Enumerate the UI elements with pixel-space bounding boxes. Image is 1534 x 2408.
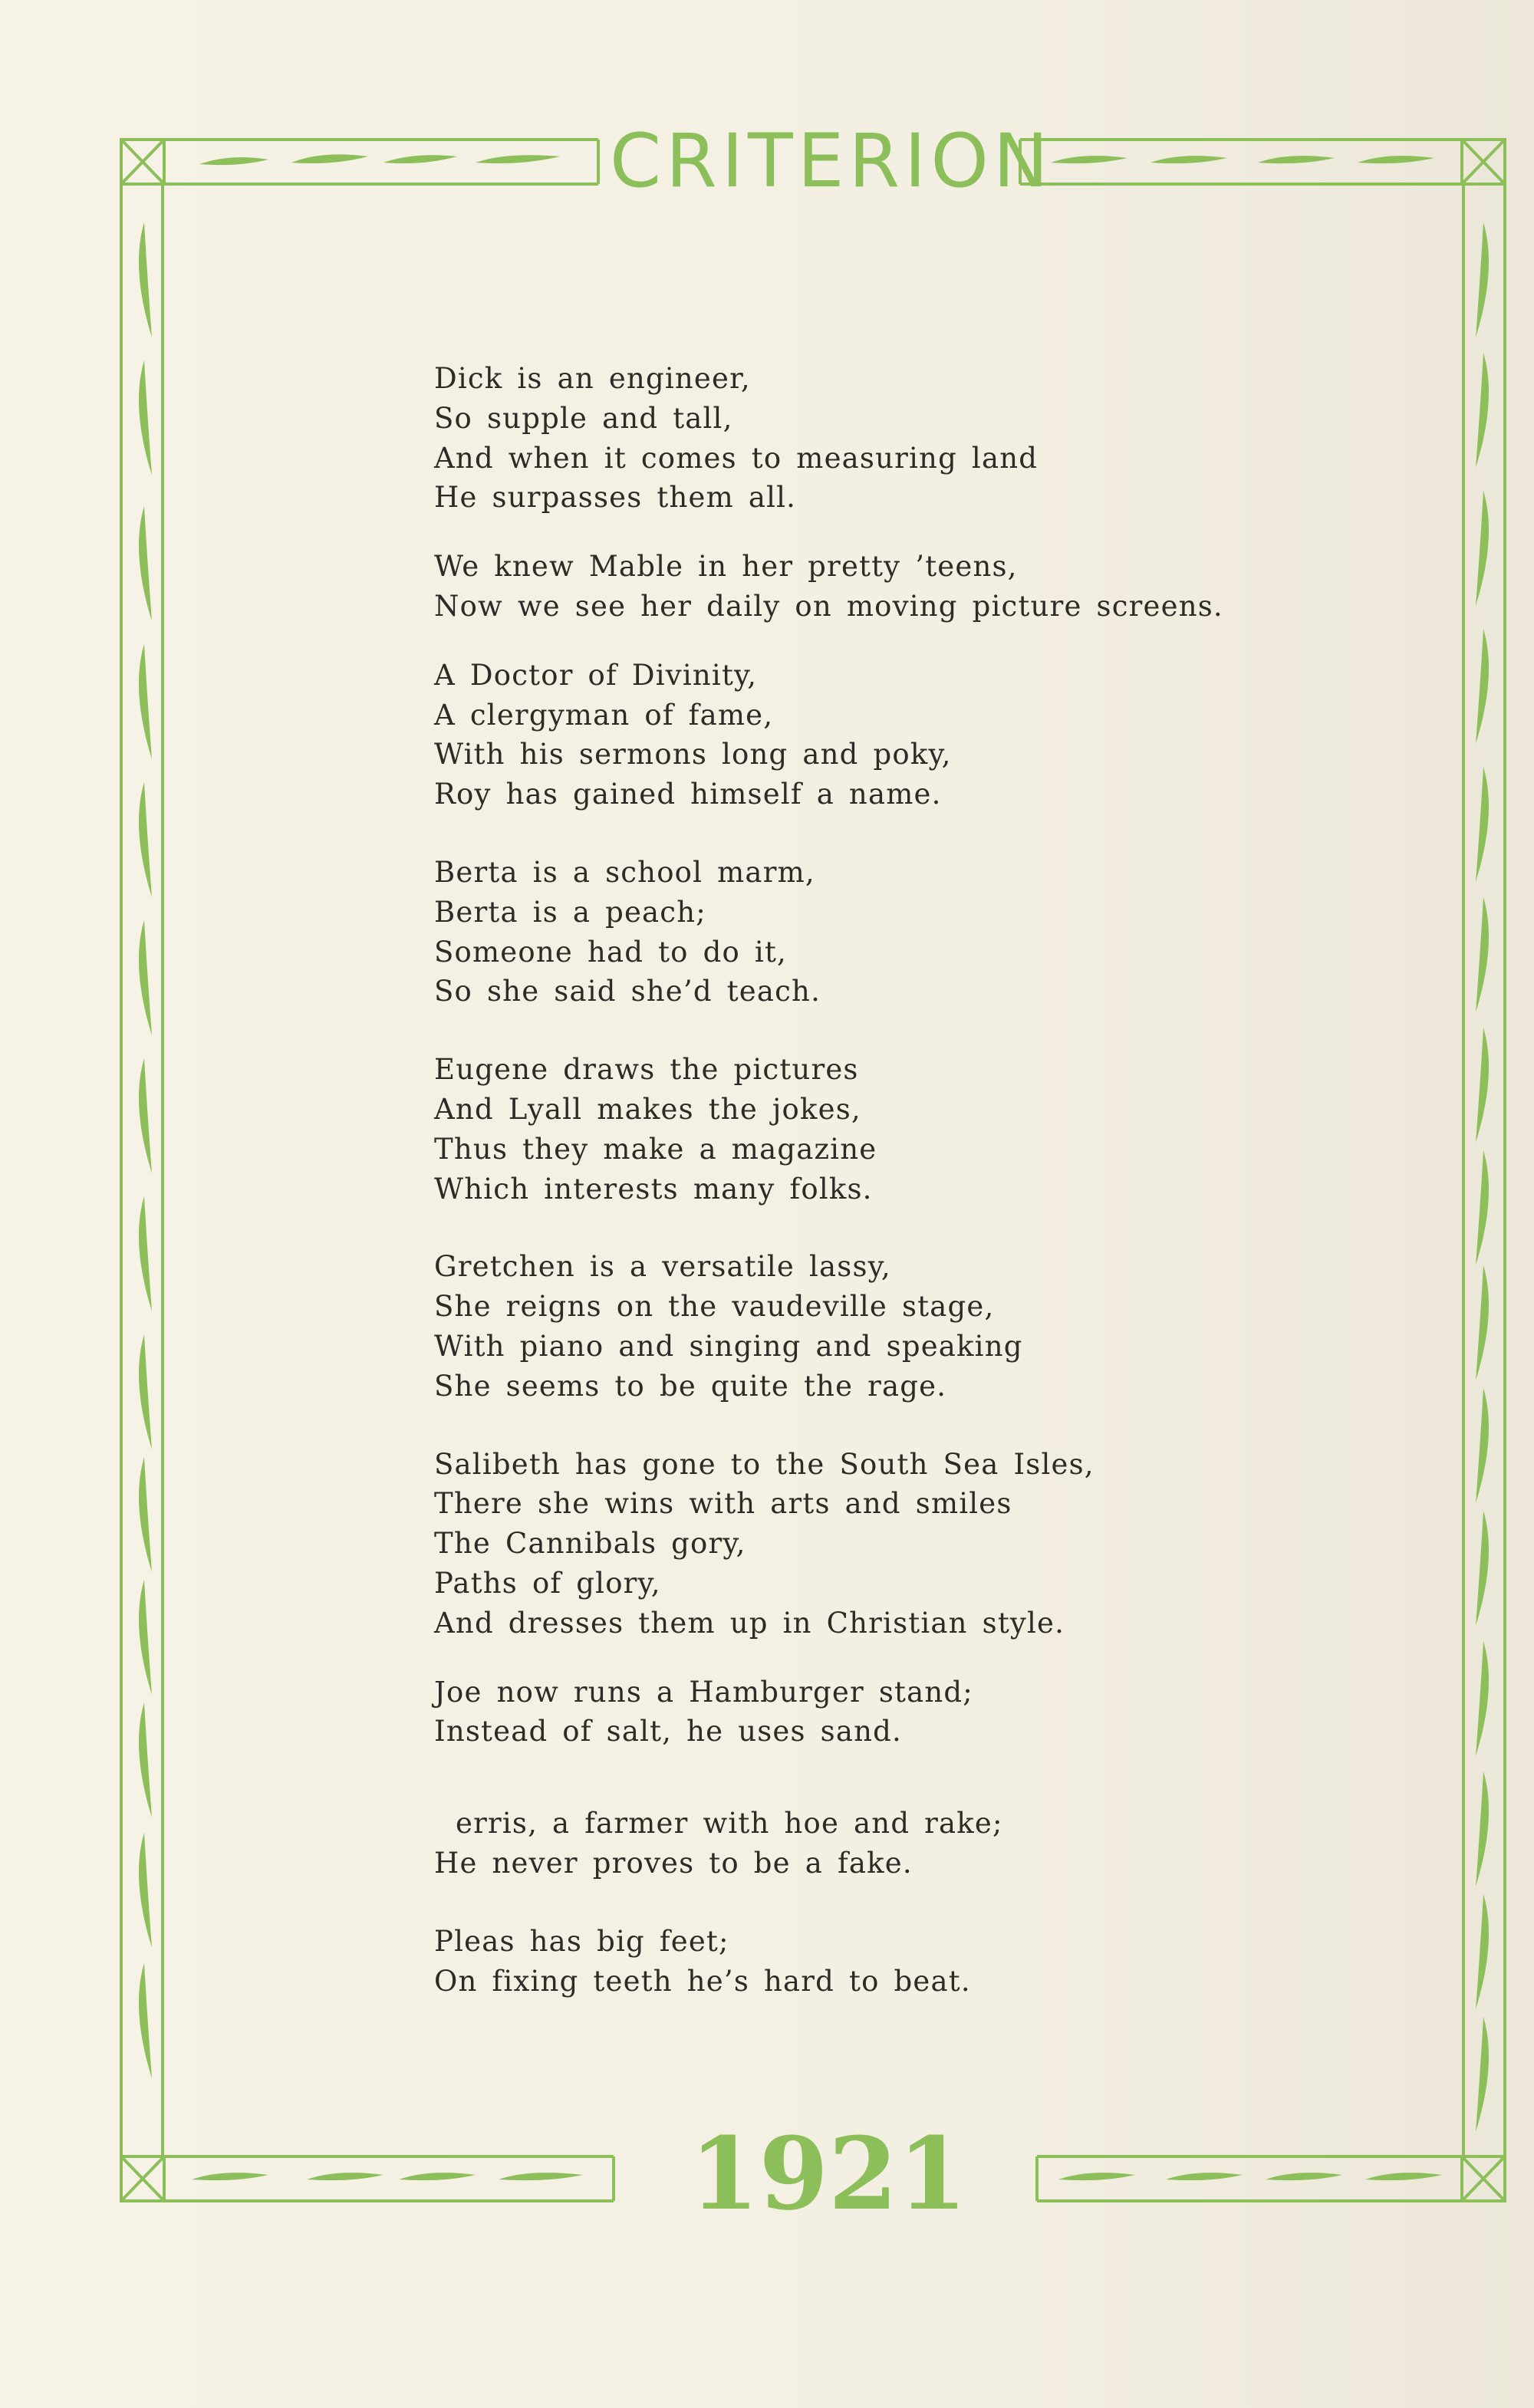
poem-line: Berta is a school marm, — [434, 855, 815, 889]
poem-line: Dick is an engineer, — [434, 362, 751, 395]
stanza — [434, 656, 1339, 814]
poem-line: Gretchen is a versatile lassy, — [434, 1250, 891, 1284]
poem-line: Eugene draws the pictures — [434, 1053, 859, 1087]
stanza — [434, 1247, 1339, 1406]
poem-line: Pleas has big feet; — [434, 1924, 729, 1958]
poem-line: And Lyall makes the jokes, — [434, 1092, 861, 1126]
poem-line: We knew Mable in her pretty ’teens, — [434, 550, 1018, 584]
poem-line: Which interests many folks. — [434, 1172, 873, 1206]
poem-line: The Cannibals gory, — [434, 1527, 746, 1561]
poem-line: And dresses them up in Christian style. — [434, 1606, 1065, 1640]
poem-line: There she wins with arts and smiles — [434, 1487, 1012, 1521]
poem-line: She seems to be quite the rage. — [434, 1369, 947, 1403]
poem-line: A clergyman of fame, — [434, 698, 774, 732]
poem-line: With piano and singing and speaking — [434, 1329, 1023, 1363]
poem-line: Berta is a peach; — [434, 895, 706, 929]
poem-line: Paths of glory, — [434, 1566, 661, 1600]
page-footer-year: 1921 — [690, 2115, 967, 2232]
poem-line: Roy has gained himself a name. — [434, 778, 942, 811]
poem-line: He never proves to be a fake. — [434, 1846, 913, 1880]
poem-line: So supple and tall, — [434, 401, 733, 435]
stanza — [434, 1445, 1339, 1643]
poem-line: With his sermons long and poky, — [434, 738, 952, 771]
stanza — [434, 853, 1339, 1012]
stanza — [434, 1050, 1339, 1209]
poem-body — [434, 359, 1339, 2001]
poem-line: So she said she’d teach. — [434, 975, 821, 1008]
poem-line: She reigns on the vaudeville stage, — [434, 1290, 995, 1324]
poem-line: Instead of salt, he uses sand. — [434, 1715, 902, 1748]
poem-line: A Doctor of Divinity, — [434, 658, 758, 692]
poem-line: On fixing teeth he’s hard to beat. — [434, 1964, 971, 1998]
stanza — [434, 1922, 1339, 2002]
stanza — [434, 1804, 1339, 1883]
poem-line: He surpasses them all. — [434, 481, 797, 515]
poem-line: erris, a farmer with hoe and rake; — [456, 1807, 1003, 1841]
stanza — [434, 547, 1339, 627]
stanza — [434, 1673, 1339, 1752]
poem-line: Salibeth has gone to the South Sea Isles, — [434, 1447, 1095, 1481]
poem-line: Someone had to do it, — [434, 935, 787, 969]
poem-line: Joe now runs a Hamburger stand; — [434, 1675, 973, 1709]
poem-line: Now we see her daily on moving picture screens. — [434, 589, 1223, 623]
page-header-title: CRITERION — [610, 118, 1053, 204]
poem-line: And when it comes to measuring land — [434, 441, 1039, 475]
stanza — [434, 359, 1339, 518]
poem-line: Thus they make a magazine — [434, 1132, 877, 1166]
